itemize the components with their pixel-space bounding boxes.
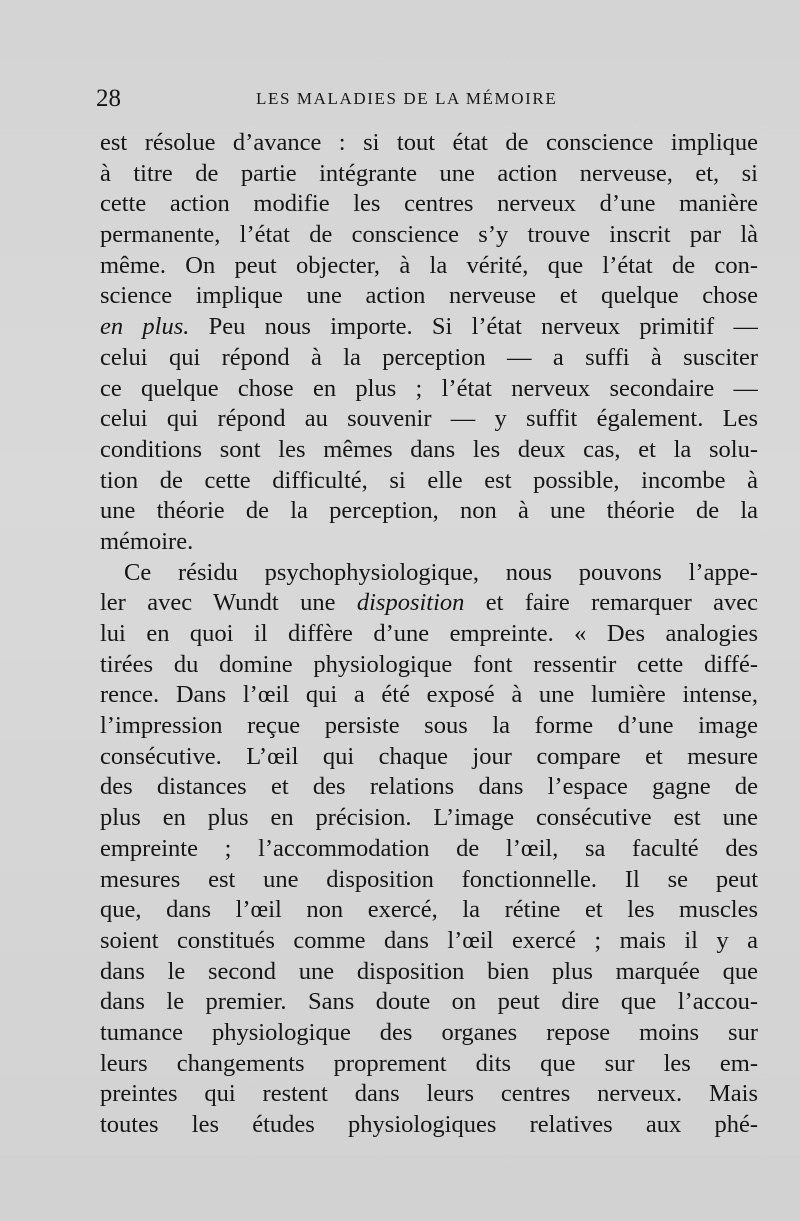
- text-segment: lui en quoi il diffère d’une empreinte. « Des analogies: [100, 620, 758, 647]
- running-title: LES MALADIES DE LA MÉMOIRE: [256, 89, 558, 108]
- text-segment: empreinte ; l’accommodation de l’œil, sa faculté des: [100, 834, 758, 862]
- text-line: [100, 1110, 758, 1141]
- page-header: [96, 84, 756, 114]
- text-segment: consécutive. L’œil qui chaque jour compare et mesure: [100, 742, 758, 770]
- text-line: [100, 281, 758, 312]
- text-line: [100, 189, 758, 220]
- text-line: [100, 496, 758, 527]
- text-line: [100, 343, 758, 374]
- text-line: [100, 404, 758, 435]
- text-line: [100, 772, 758, 803]
- text-line: [100, 834, 758, 865]
- text-segment: toutes les études physiologiques relatives aux phé-: [100, 1111, 758, 1138]
- text-segment: mémoire.: [100, 527, 194, 555]
- text-segment: celui qui répond au souvenir — y suffit également. Les: [100, 405, 758, 433]
- text-segment: mesures est une disposition fonctionnelle. Il se peut: [100, 865, 758, 893]
- text-line: [100, 374, 758, 405]
- text-segment: science implique une action nerveuse et quelque chose: [100, 282, 758, 310]
- text-line: [100, 957, 758, 988]
- text-line: [100, 527, 758, 558]
- text-segment: que, dans l’œil non exercé, la rétine et les muscles: [100, 896, 758, 924]
- text-segment: celui qui répond à la perception — a suffi à susciter: [100, 343, 758, 371]
- text-line: [100, 742, 758, 773]
- text-line: [100, 128, 758, 159]
- text-line: [100, 588, 758, 619]
- text-line: [100, 558, 758, 589]
- text-line: [100, 926, 758, 957]
- text-line: [100, 987, 758, 1018]
- text-line: [100, 1018, 758, 1049]
- text-line: [100, 895, 758, 926]
- text-line: [100, 619, 758, 650]
- text-segment: à titre de partie intégrante une action nerveuse, et, si: [100, 159, 758, 187]
- text-segment: preintes qui restent dans leurs centres nerveux. Mais: [100, 1080, 758, 1108]
- text-line: [100, 1079, 758, 1110]
- text-segment: soient constitués comme dans l’œil exercé ; mais il y a: [100, 926, 758, 954]
- text-segment: est résolue d’avance : si tout état de conscience implique: [100, 129, 758, 156]
- text-segment: dans le premier. Sans doute on peut dire que l’accou-: [100, 988, 758, 1016]
- italic-text: disposition: [356, 589, 465, 617]
- text-line: [100, 865, 758, 896]
- text-segment: tumance physiologique des organes repose moins sur: [100, 1018, 758, 1046]
- text-line: [100, 650, 758, 681]
- text-line: [100, 220, 758, 251]
- text-segment: une théorie de la perception, non à une théorie de la: [100, 497, 758, 525]
- body-text: [100, 128, 758, 1141]
- text-segment: même. On peut objecter, à la vérité, que l’état de con-: [100, 251, 758, 279]
- italic-text: en plus.: [100, 313, 190, 341]
- text-segment: Peu nous importe. Si l’état nerveux primitif —: [189, 313, 758, 341]
- text-segment: ce quelque chose en plus ; l’état nerveux secondaire —: [100, 374, 758, 402]
- text-line: [100, 159, 758, 190]
- text-line: [100, 680, 758, 711]
- text-segment: permanente, l’état de conscience s’y trouve inscrit par là: [100, 221, 758, 249]
- text-segment: plus en plus en précision. L’image consécutive est une: [100, 804, 758, 832]
- text-segment: tion de cette difficulté, si elle est possible, incombe à: [100, 466, 758, 494]
- text-line: [100, 435, 758, 466]
- text-segment: leurs changements proprement dits que sur les em-: [100, 1049, 758, 1077]
- text-segment: dans le second une disposition bien plus marquée que: [100, 957, 758, 985]
- text-segment: l’impression reçue persiste sous la forme d’une image: [100, 712, 758, 740]
- text-segment: et faire remarquer avec: [464, 589, 758, 617]
- text-segment: des distances et des relations dans l’espace gagne de: [100, 773, 758, 801]
- page-number: 28: [96, 85, 121, 112]
- text-segment: conditions sont les mêmes dans les deux cas, et la solu-: [100, 435, 758, 463]
- text-line: [100, 1049, 758, 1080]
- text-line: [100, 466, 758, 497]
- text-segment: cette action modifie les centres nerveux d’une manière: [100, 190, 758, 218]
- text-line: [100, 803, 758, 834]
- text-line: [100, 312, 758, 343]
- text-line: [100, 251, 758, 282]
- text-segment: tirées du domine physiologique font ressentir cette diffé-: [100, 650, 758, 678]
- text-segment: ler avec Wundt une: [100, 589, 357, 617]
- text-line: [100, 711, 758, 742]
- text-segment: Ce résidu psychophysiologique, nous pouvons l’appe-: [124, 558, 758, 586]
- text-segment: rence. Dans l’œil qui a été exposé à une lumière intense,: [100, 681, 758, 709]
